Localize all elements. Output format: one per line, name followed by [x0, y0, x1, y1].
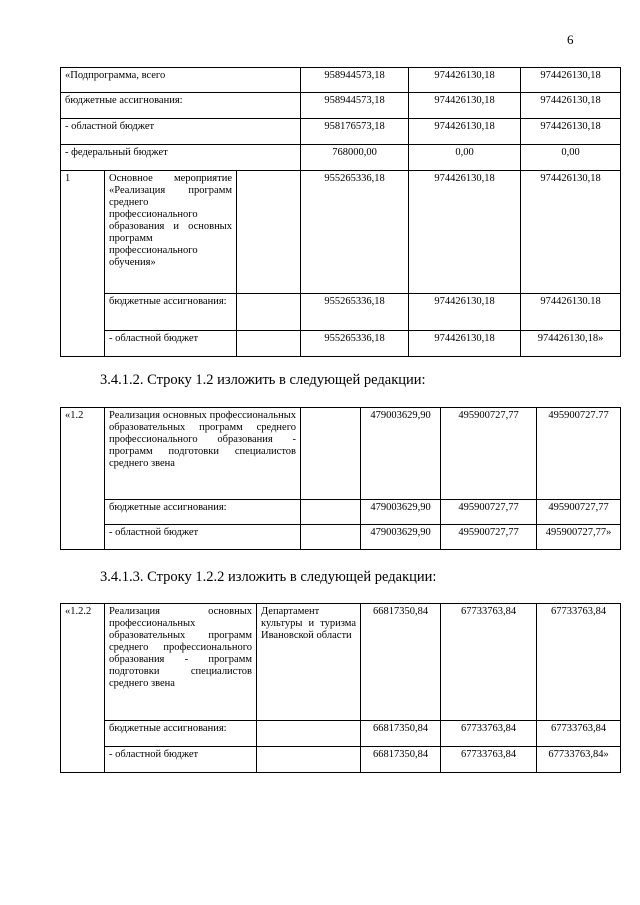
value-cell: 974426130,18 [409, 331, 521, 357]
item-number: «1.2.2 [61, 604, 105, 773]
value-cell: 958944573,18 [301, 68, 409, 93]
executor-cell [237, 331, 301, 357]
budget-table-3 [60, 603, 621, 773]
table-row [61, 93, 621, 119]
value-cell: 768000,00 [301, 145, 409, 171]
value-cell: 479003629,90 [361, 525, 441, 550]
item-name: Основное мероприятие «Реализация программ среднего профессионального образования и основных программ профессионального обучения» [105, 171, 237, 294]
table-row [61, 604, 621, 721]
value-cell: 974426130,18 [409, 93, 521, 119]
row-label: - областной бюджет [105, 331, 237, 357]
table-row [61, 721, 621, 747]
row-label: - областной бюджет [61, 119, 301, 145]
budget-table-2 [60, 407, 621, 550]
item-name: Реализация основных профессиональных образовательных программ среднего профессионального образования - программ подготовки специалистов среднего звена [105, 408, 301, 500]
value-cell: 955265336,18 [301, 171, 409, 294]
item-number: 1 [61, 171, 105, 357]
row-label: бюджетные ассигнования: [105, 500, 301, 525]
row-label: бюджетные ассигнования: [105, 721, 257, 747]
executor-cell: Департамент культуры и туризма Ивановской области [257, 604, 361, 721]
table-row [61, 119, 621, 145]
executor-cell [301, 525, 361, 550]
item-number: «1.2 [61, 408, 105, 550]
value-cell: 67733763,84» [537, 747, 621, 773]
value-cell: 974426130,18 [521, 171, 621, 294]
value-cell: 974426130,18 [409, 294, 521, 331]
section-heading: 3.4.1.2. Строку 1.2 изложить в следующей редакции: [100, 372, 426, 388]
table-row [61, 294, 621, 331]
value-cell: 0,00 [521, 145, 621, 171]
value-cell: 958176573,18 [301, 119, 409, 145]
value-cell: 495900727.77 [537, 408, 621, 500]
value-cell: 479003629,90 [361, 408, 441, 500]
value-cell: 495900727,77 [441, 500, 537, 525]
value-cell: 955265336,18 [301, 294, 409, 331]
value-cell: 66817350,84 [361, 721, 441, 747]
value-cell: 974426130,18» [521, 331, 621, 357]
value-cell: 67733763,84 [441, 747, 537, 773]
value-cell: 66817350,84 [361, 747, 441, 773]
value-cell: 974426130,18 [409, 119, 521, 145]
table-row [61, 145, 621, 171]
table-row [61, 747, 621, 773]
executor-cell [237, 294, 301, 331]
value-cell: 479003629,90 [361, 500, 441, 525]
row-label: бюджетные ассигнования: [105, 294, 237, 331]
value-cell: 955265336,18 [301, 331, 409, 357]
value-cell: 974426130,18 [521, 119, 621, 145]
table-row [61, 525, 621, 550]
executor-cell [301, 408, 361, 500]
value-cell: 67733763,84 [537, 721, 621, 747]
budget-table-1-body [60, 67, 621, 357]
executor-cell [301, 500, 361, 525]
row-label: «Подпрограмма, всего [61, 68, 301, 93]
row-label: - федеральный бюджет [61, 145, 301, 171]
value-cell: 958944573,18 [301, 93, 409, 119]
value-cell: 67733763,84 [441, 721, 537, 747]
value-cell: 66817350,84 [361, 604, 441, 721]
value-cell: 495900727,77» [537, 525, 621, 550]
item-name: Реализация основных профессиональных образовательных программ среднего профессионального образования - программ подготовки специалистов среднего звена [105, 604, 257, 721]
row-label: бюджетные ассигнования: [61, 93, 301, 119]
section-heading: 3.4.1.3. Строку 1.2.2 изложить в следующей редакции: [100, 569, 437, 585]
value-cell: 495900727,77 [441, 525, 537, 550]
value-cell: 974426130,18 [521, 68, 621, 93]
value-cell: 0,00 [409, 145, 521, 171]
value-cell: 974426130,18 [409, 68, 521, 93]
row-label: - областной бюджет [105, 525, 301, 550]
value-cell: 974426130,18 [521, 93, 621, 119]
value-cell: 495900727,77 [441, 408, 537, 500]
value-cell: 974426130,18 [409, 171, 521, 294]
value-cell: 495900727,77 [537, 500, 621, 525]
table-row [61, 68, 621, 93]
executor-cell [257, 747, 361, 773]
value-cell: 974426130.18 [521, 294, 621, 331]
table-row [61, 408, 621, 500]
executor-cell [257, 721, 361, 747]
table-row [61, 500, 621, 525]
table-row [61, 331, 621, 357]
value-cell: 67733763,84 [441, 604, 537, 721]
row-label: - областной бюджет [105, 747, 257, 773]
page-number: 6 [567, 32, 574, 47]
table-row [61, 171, 621, 294]
executor-cell [237, 171, 301, 294]
value-cell: 67733763,84 [537, 604, 621, 721]
